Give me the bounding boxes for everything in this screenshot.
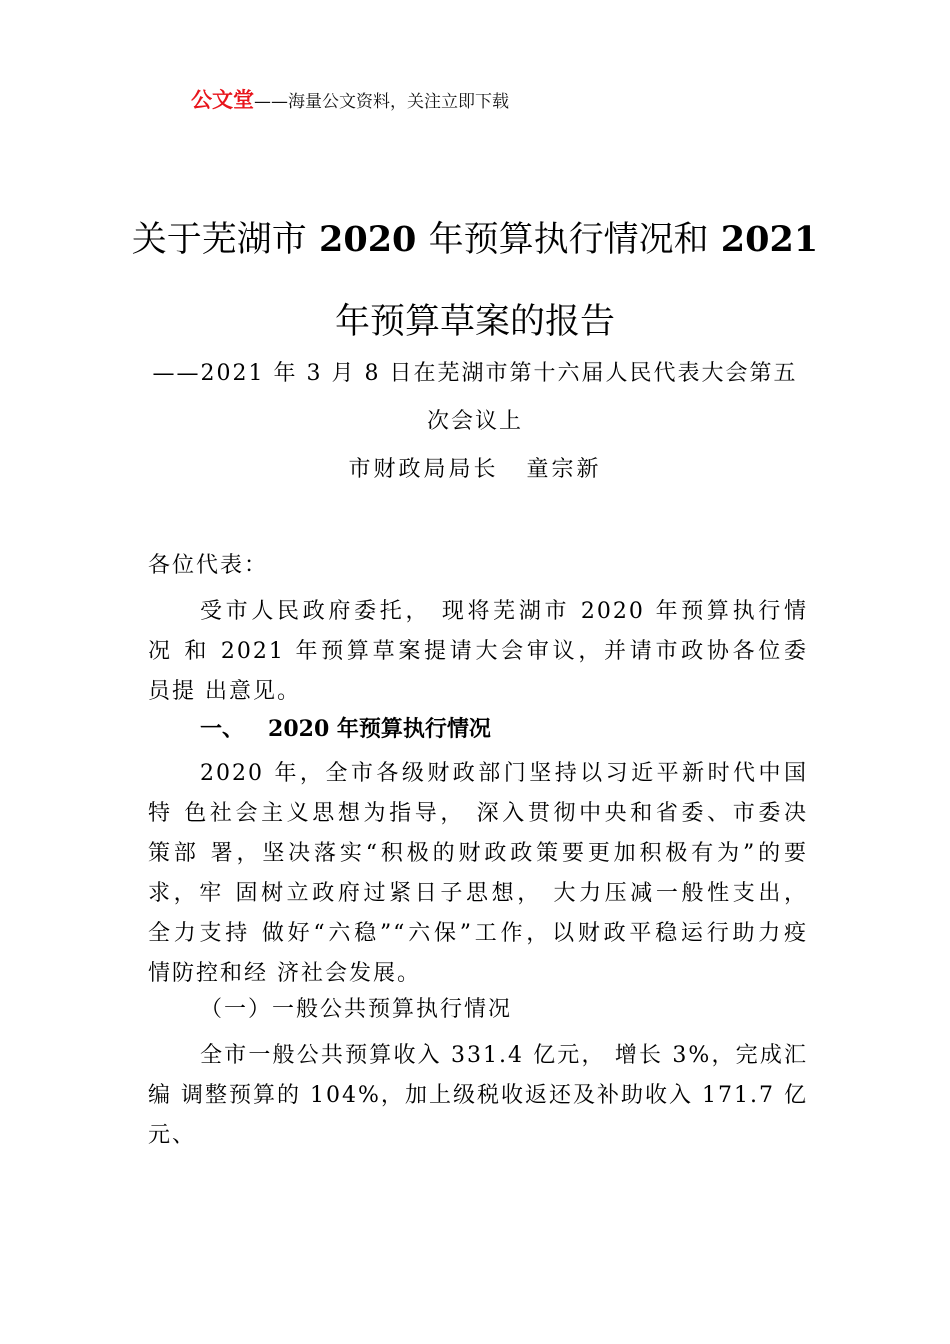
- subtitle-line-1: ——2021 年 3 月 8 日在芜湖市第十六届人民代表大会第五: [152, 361, 798, 386]
- paragraph-2-line: 求，牢 固树立政府过紧日子思想， 大力压减一般性支出，: [148, 881, 808, 906]
- paragraph-2-line: 情防控和经 济社会发展。: [148, 961, 421, 986]
- salutation: 各位代表：: [148, 553, 269, 578]
- subtitle-line-2: 次会议上: [426, 409, 523, 434]
- document-title-line-1: [0, 212, 950, 262]
- title-year-2021: 2021: [708, 219, 819, 260]
- document-title-line-2: 年预算草案的报告: [334, 302, 615, 342]
- author-position: 市财政局局长: [348, 457, 499, 482]
- author-name: 童宗新: [526, 457, 602, 482]
- paragraph-2-line: 特 色社会主义思想为指导， 深入贯彻中央和省委、市委决: [148, 801, 808, 826]
- paragraph-1-line: 员提 出意见。: [148, 679, 301, 704]
- paragraph-2-line: 策部 署，坚决落实“积极的财政政策要更加积极有为”的要: [148, 841, 808, 866]
- paragraph-3-line: 元、: [148, 1123, 197, 1148]
- section-title-text: 年预算执行情况: [329, 717, 491, 742]
- paragraph-2-line: 2020 年，全市各级财政部门坚持以习近平新时代中国: [200, 761, 808, 786]
- section-marker: 一、: [200, 717, 245, 742]
- subsection-heading-1: （一）一般公共预算执行情况: [200, 997, 513, 1022]
- paragraph-3-line: 编 调整预算的 104%，加上级税收返还及补助收入 171.7 亿: [148, 1083, 808, 1108]
- section-year: 2020: [268, 716, 330, 742]
- title-part-a: 关于芜湖市: [131, 220, 307, 260]
- paragraph-1-line: 受市人民政府委托， 现将芜湖市 2020 年预算执行情: [200, 599, 808, 624]
- brand-name: 公文堂: [191, 88, 254, 112]
- title-year-2020: 2020: [306, 219, 429, 260]
- header-tagline: ——海量公文资料，关注立即下载: [254, 92, 509, 112]
- paragraph-2-line: 全力支持 做好“六稳”“六保”工作，以财政平稳运行助力疫: [148, 921, 808, 946]
- title-part-b: 年预算执行情况和: [428, 220, 709, 260]
- paragraph-3-line: 全市一般公共预算收入 331.4 亿元， 增长 3%，完成汇: [200, 1043, 808, 1068]
- author-line: [0, 452, 950, 483]
- section-heading-1: [200, 712, 491, 743]
- header-banner: [191, 84, 509, 114]
- paragraph-1-line: 况 和 2021 年预算草案提请大会审议，并请市政协各位委: [148, 639, 808, 664]
